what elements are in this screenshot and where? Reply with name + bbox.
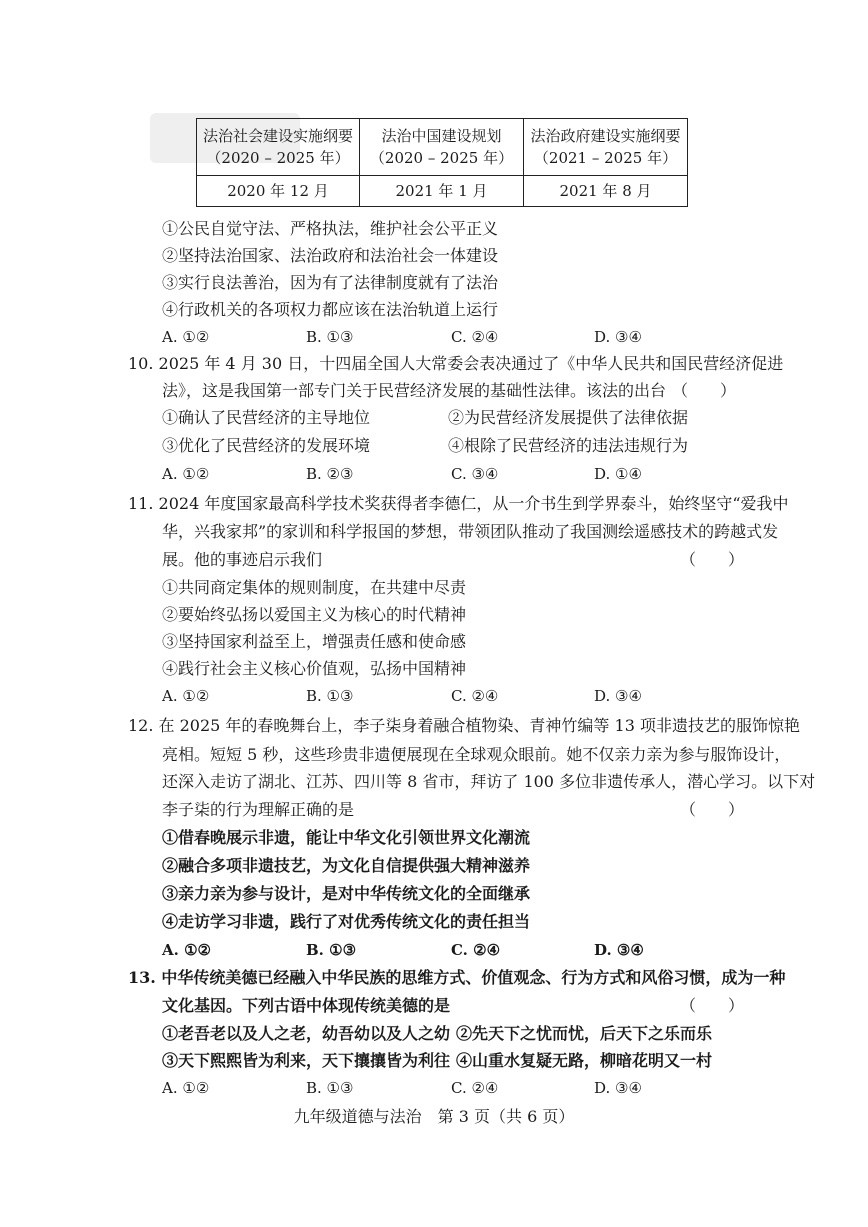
statement: ③亲力亲为参与设计，是对中华传统文化的全面继承 (162, 884, 531, 903)
plan-period: （2020 – 2025 年） (369, 149, 514, 167)
option-d[interactable]: D. ①④ (594, 465, 642, 483)
statement: ②坚持法治国家、法治政府和法治社会一体建设 (162, 246, 499, 265)
option-d[interactable]: D. ③④ (594, 328, 642, 346)
table-row (197, 119, 688, 176)
answer-blank[interactable]: （ ） (672, 381, 737, 400)
option-c[interactable]: C. ③④ (451, 465, 499, 483)
answer-options (162, 1078, 682, 1098)
question-stem: 华，兴我家邦”的家训和科学报国的梦想，带领团队推动了我国测绘遥感技术的跨越式发 (162, 522, 779, 541)
statement: ④行政机关的各项权力都应该在法治轨道上运行 (162, 300, 499, 319)
option-b[interactable]: B. ①③ (306, 687, 354, 705)
statement: ③天下熙熙皆为利来，天下攘攘皆为利往 (162, 1051, 451, 1070)
option-a[interactable]: A. ①② (162, 687, 210, 705)
question-stem: 13. 中华传统美德已经融入中华民族的思维方式、价值观念、行为方式和风俗习惯，成为一种 (128, 968, 786, 987)
question-stem: 11. 2024 年度国家最高科学技术奖获得者李德仁，从一介书生到学界泰斗，始终坚守“爱我中 (128, 494, 789, 513)
statement: ①老吾老以及人之老，幼吾幼以及人之幼 (162, 1024, 451, 1043)
option-c[interactable]: C. ②④ (451, 687, 499, 705)
question-stem: 展。他的事迹启示我们 (162, 550, 323, 569)
option-d[interactable]: D. ③④ (594, 941, 644, 959)
statement: ④走访学习非遗，践行了对优秀传统文化的责任担当 (162, 912, 531, 931)
plan-name: 法治社会建设实施纲要 (202, 127, 353, 145)
statement: ④践行社会主义核心价值观，弘扬中国精神 (162, 659, 467, 678)
statement: ②为民营经济发展提供了法律依据 (448, 408, 689, 427)
plan-name: 法治中国建设规划 (381, 127, 502, 145)
table-row (197, 176, 688, 207)
statement: ②先天下之忧而忧，后天下之乐而乐 (456, 1024, 713, 1043)
table-cell (524, 119, 688, 176)
table-cell (197, 119, 360, 176)
plan-period: （2020 – 2025 年） (206, 149, 350, 167)
law-plans-table (196, 118, 688, 207)
plan-date: 2020 年 12 月 (197, 176, 360, 207)
answer-options (162, 686, 682, 706)
statement: ①共同商定集体的规则制度，在共建中尽责 (162, 578, 467, 597)
answer-options (162, 940, 682, 960)
statement: ③优化了民营经济的发展环境 (162, 436, 371, 455)
option-b[interactable]: B. ①③ (306, 941, 357, 959)
question-stem: 12. 在 2025 年的春晚舞台上，李子柒身着融合植物染、青神竹编等 13 项非遗技艺的服饰惊艳 (128, 716, 800, 735)
option-d[interactable]: D. ③④ (594, 687, 642, 705)
option-b[interactable]: B. ②③ (306, 465, 354, 483)
option-a[interactable]: A. ①② (162, 941, 211, 959)
option-a[interactable]: A. ①② (162, 465, 210, 483)
option-a[interactable]: A. ①② (162, 328, 210, 346)
statement: ③坚持国家利益至上，增强责任感和使命感 (162, 632, 467, 651)
statement: ①借春晚展示非遗，能让中华文化引领世界文化潮流 (162, 828, 531, 847)
answer-options (162, 327, 682, 347)
question-stem: 10. 2025 年 4 月 30 日，十四届全国人大常委会表决通过了《中华人民共和国民营经济促进 (128, 354, 784, 373)
statement: ①确认了民营经济的主导地位 (162, 408, 371, 427)
plan-date: 2021 年 1 月 (360, 176, 524, 207)
table-cell (360, 119, 524, 176)
answer-blank[interactable]: （ ） (680, 800, 745, 819)
statement: ④根除了民营经济的违法违规行为 (448, 436, 689, 455)
statement: ②融合多项非遗技艺，为文化自信提供强大精神滋养 (162, 856, 531, 875)
plan-date: 2021 年 8 月 (524, 176, 688, 207)
option-c[interactable]: C. ②④ (451, 941, 501, 959)
answer-blank[interactable]: （ ） (680, 996, 745, 1015)
option-c[interactable]: C. ②④ (451, 328, 499, 346)
question-stem: 还深入走访了湖北、江苏、四川等 8 省市，拜访了 100 多位非遗传承人，潜心学习。以下对 (162, 772, 816, 791)
statement: ②要始终弘扬以爱国主义为核心的时代精神 (162, 605, 467, 624)
statement: ①公民自觉守法、严格执法，维护社会公平正义 (162, 219, 499, 238)
question-stem: 李子柒的行为理解正确的是 (162, 800, 355, 819)
plan-name: 法治政府建设实施纲要 (530, 127, 681, 145)
answer-options (162, 464, 682, 484)
statement: ③实行良法善治，因为有了法律制度就有了法治 (162, 273, 499, 292)
statement: ④山重水复疑无路，柳暗花明又一村 (456, 1051, 713, 1070)
page-footer: 九年级道德与法治 第 3 页（共 6 页） (293, 1107, 575, 1126)
plan-period: （2021 – 2025 年） (533, 149, 678, 167)
question-stem: 文化基因。下列古语中体现传统美德的是 (162, 996, 451, 1015)
option-d[interactable]: D. ③④ (594, 1079, 642, 1097)
option-b[interactable]: B. ①③ (306, 328, 354, 346)
question-stem: 法》，这是我国第一部专门关于民营经济发展的基础性法律。该法的出台 (162, 381, 667, 400)
answer-blank[interactable]: （ ） (680, 550, 745, 569)
option-a[interactable]: A. ①② (162, 1079, 210, 1097)
option-b[interactable]: B. ①③ (306, 1079, 354, 1097)
question-stem: 亮相。短短 5 秒，这些珍贵非遗便展现在全球观众眼前。她不仅亲力亲为参与服饰设计， (162, 745, 791, 764)
option-c[interactable]: C. ②④ (451, 1079, 499, 1097)
